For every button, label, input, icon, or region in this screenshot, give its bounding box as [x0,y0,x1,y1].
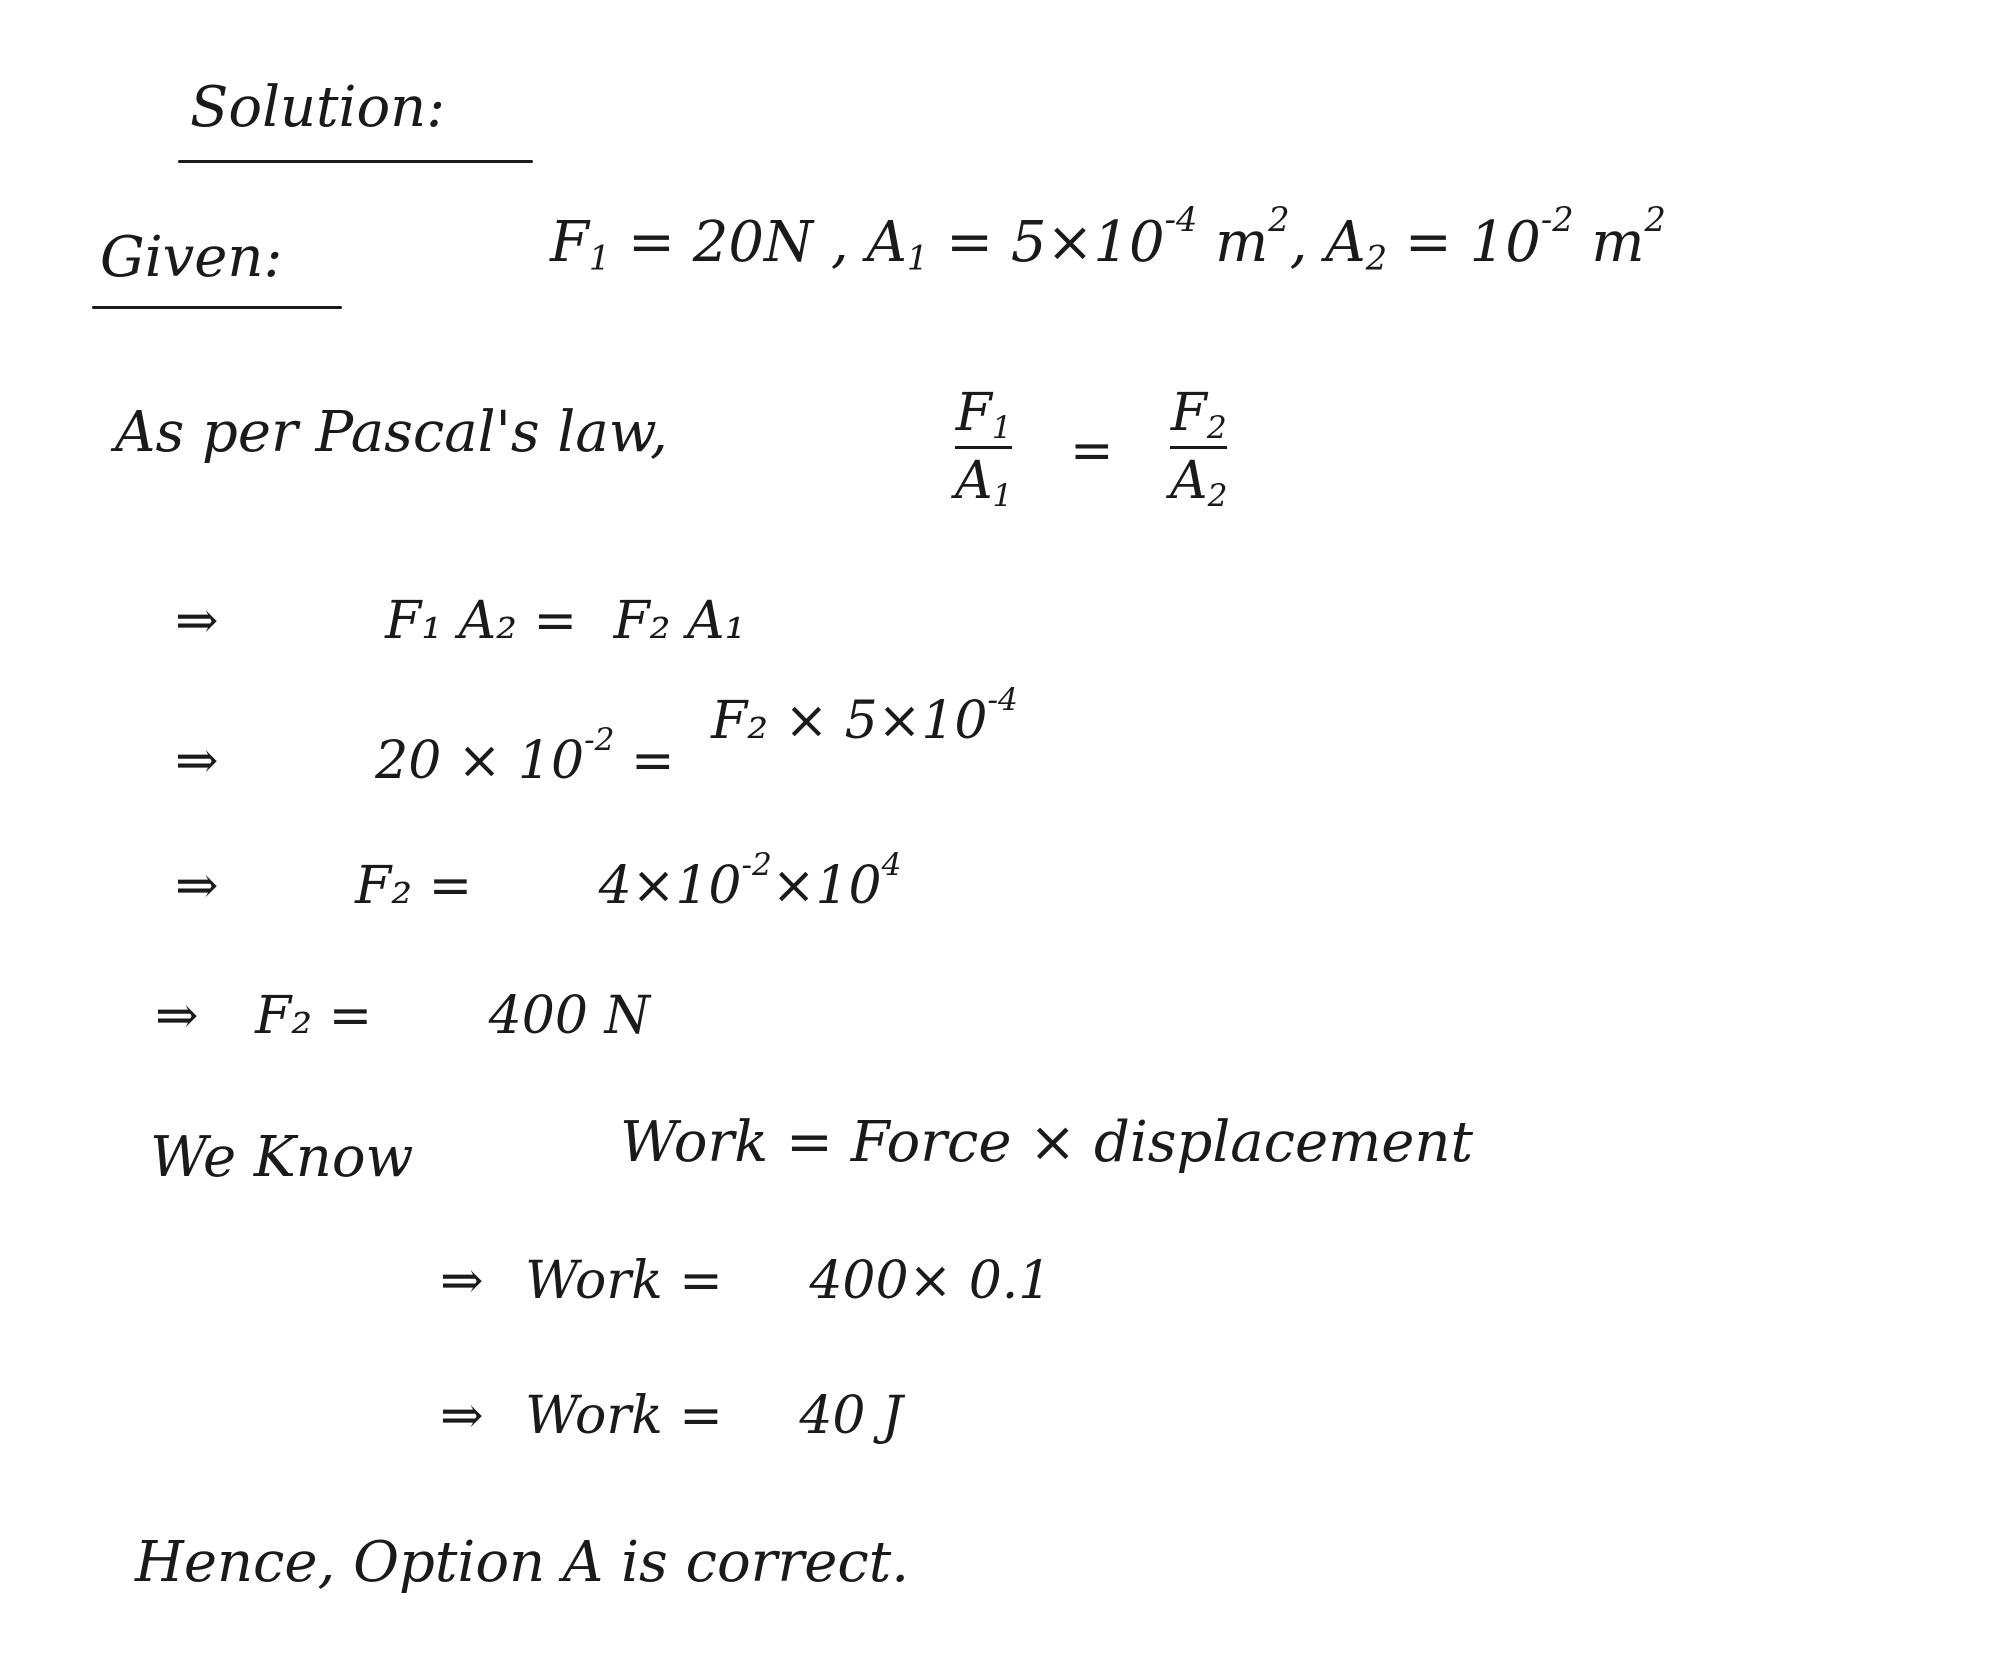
step-arrow: ⇒ [440,1251,484,1311]
step-arrow: ⇒ [175,731,219,791]
given-a1-value: = 5×10 [946,210,1165,275]
pascal-fraction-left: $F_1$ $A_1$ [955,383,1013,514]
work-step-1: ⇒ Work = 400× 0.1 [440,1251,1052,1311]
pascal-law-text: As per Pascal's law, [115,400,668,465]
solution-underline [178,160,533,163]
step-2: ⇒ $20 \times 10^{-2} = F_2 \times 5\times 10^{-4}$ [175,681,1018,791]
solution-heading: Solution: [190,75,446,140]
given-a2-unit: m [1591,210,1645,275]
given-f1-value: = 20N , [628,210,849,275]
step-1: ⇒ F₁ A₂ = F₂ A₁ [175,591,746,651]
given-a2-value: = 10 [1404,210,1541,275]
given-values: $F_1 = 20N$ , $A_1 = 5\times 10^{-4}$ $m^2$, $A_2 = 10^{-2}$ $m^2$ [550,199,1666,278]
given-f1: F [550,210,589,275]
work-intro: We Know [150,1125,414,1190]
step-arrow: ⇒ [175,591,219,651]
work-step-2: ⇒ Work = 40 J [440,1386,903,1446]
work-formula: Work = Force × displacement [620,1110,1473,1175]
pascal-equals: = [1070,421,1114,481]
given-a1-unit: m [1215,210,1269,275]
step-arrow: ⇒ [155,986,199,1046]
conclusion: Hence, Option A is correct. [135,1530,910,1595]
step-arrow: ⇒ [440,1386,484,1446]
step-4: ⇒ F₂ = 400 N [155,986,650,1046]
step-arrow: ⇒ [175,856,219,916]
given-heading: Given: [100,225,283,290]
given-a2: A [1325,210,1366,275]
given-underline [92,306,342,309]
pascal-fraction-right: $F_2$ $A_2$ [1170,383,1228,514]
given-a1: A [866,210,907,275]
step-3: ⇒ $F_2 = 4\times 10^{-2}\times 10^4$ [175,846,902,916]
